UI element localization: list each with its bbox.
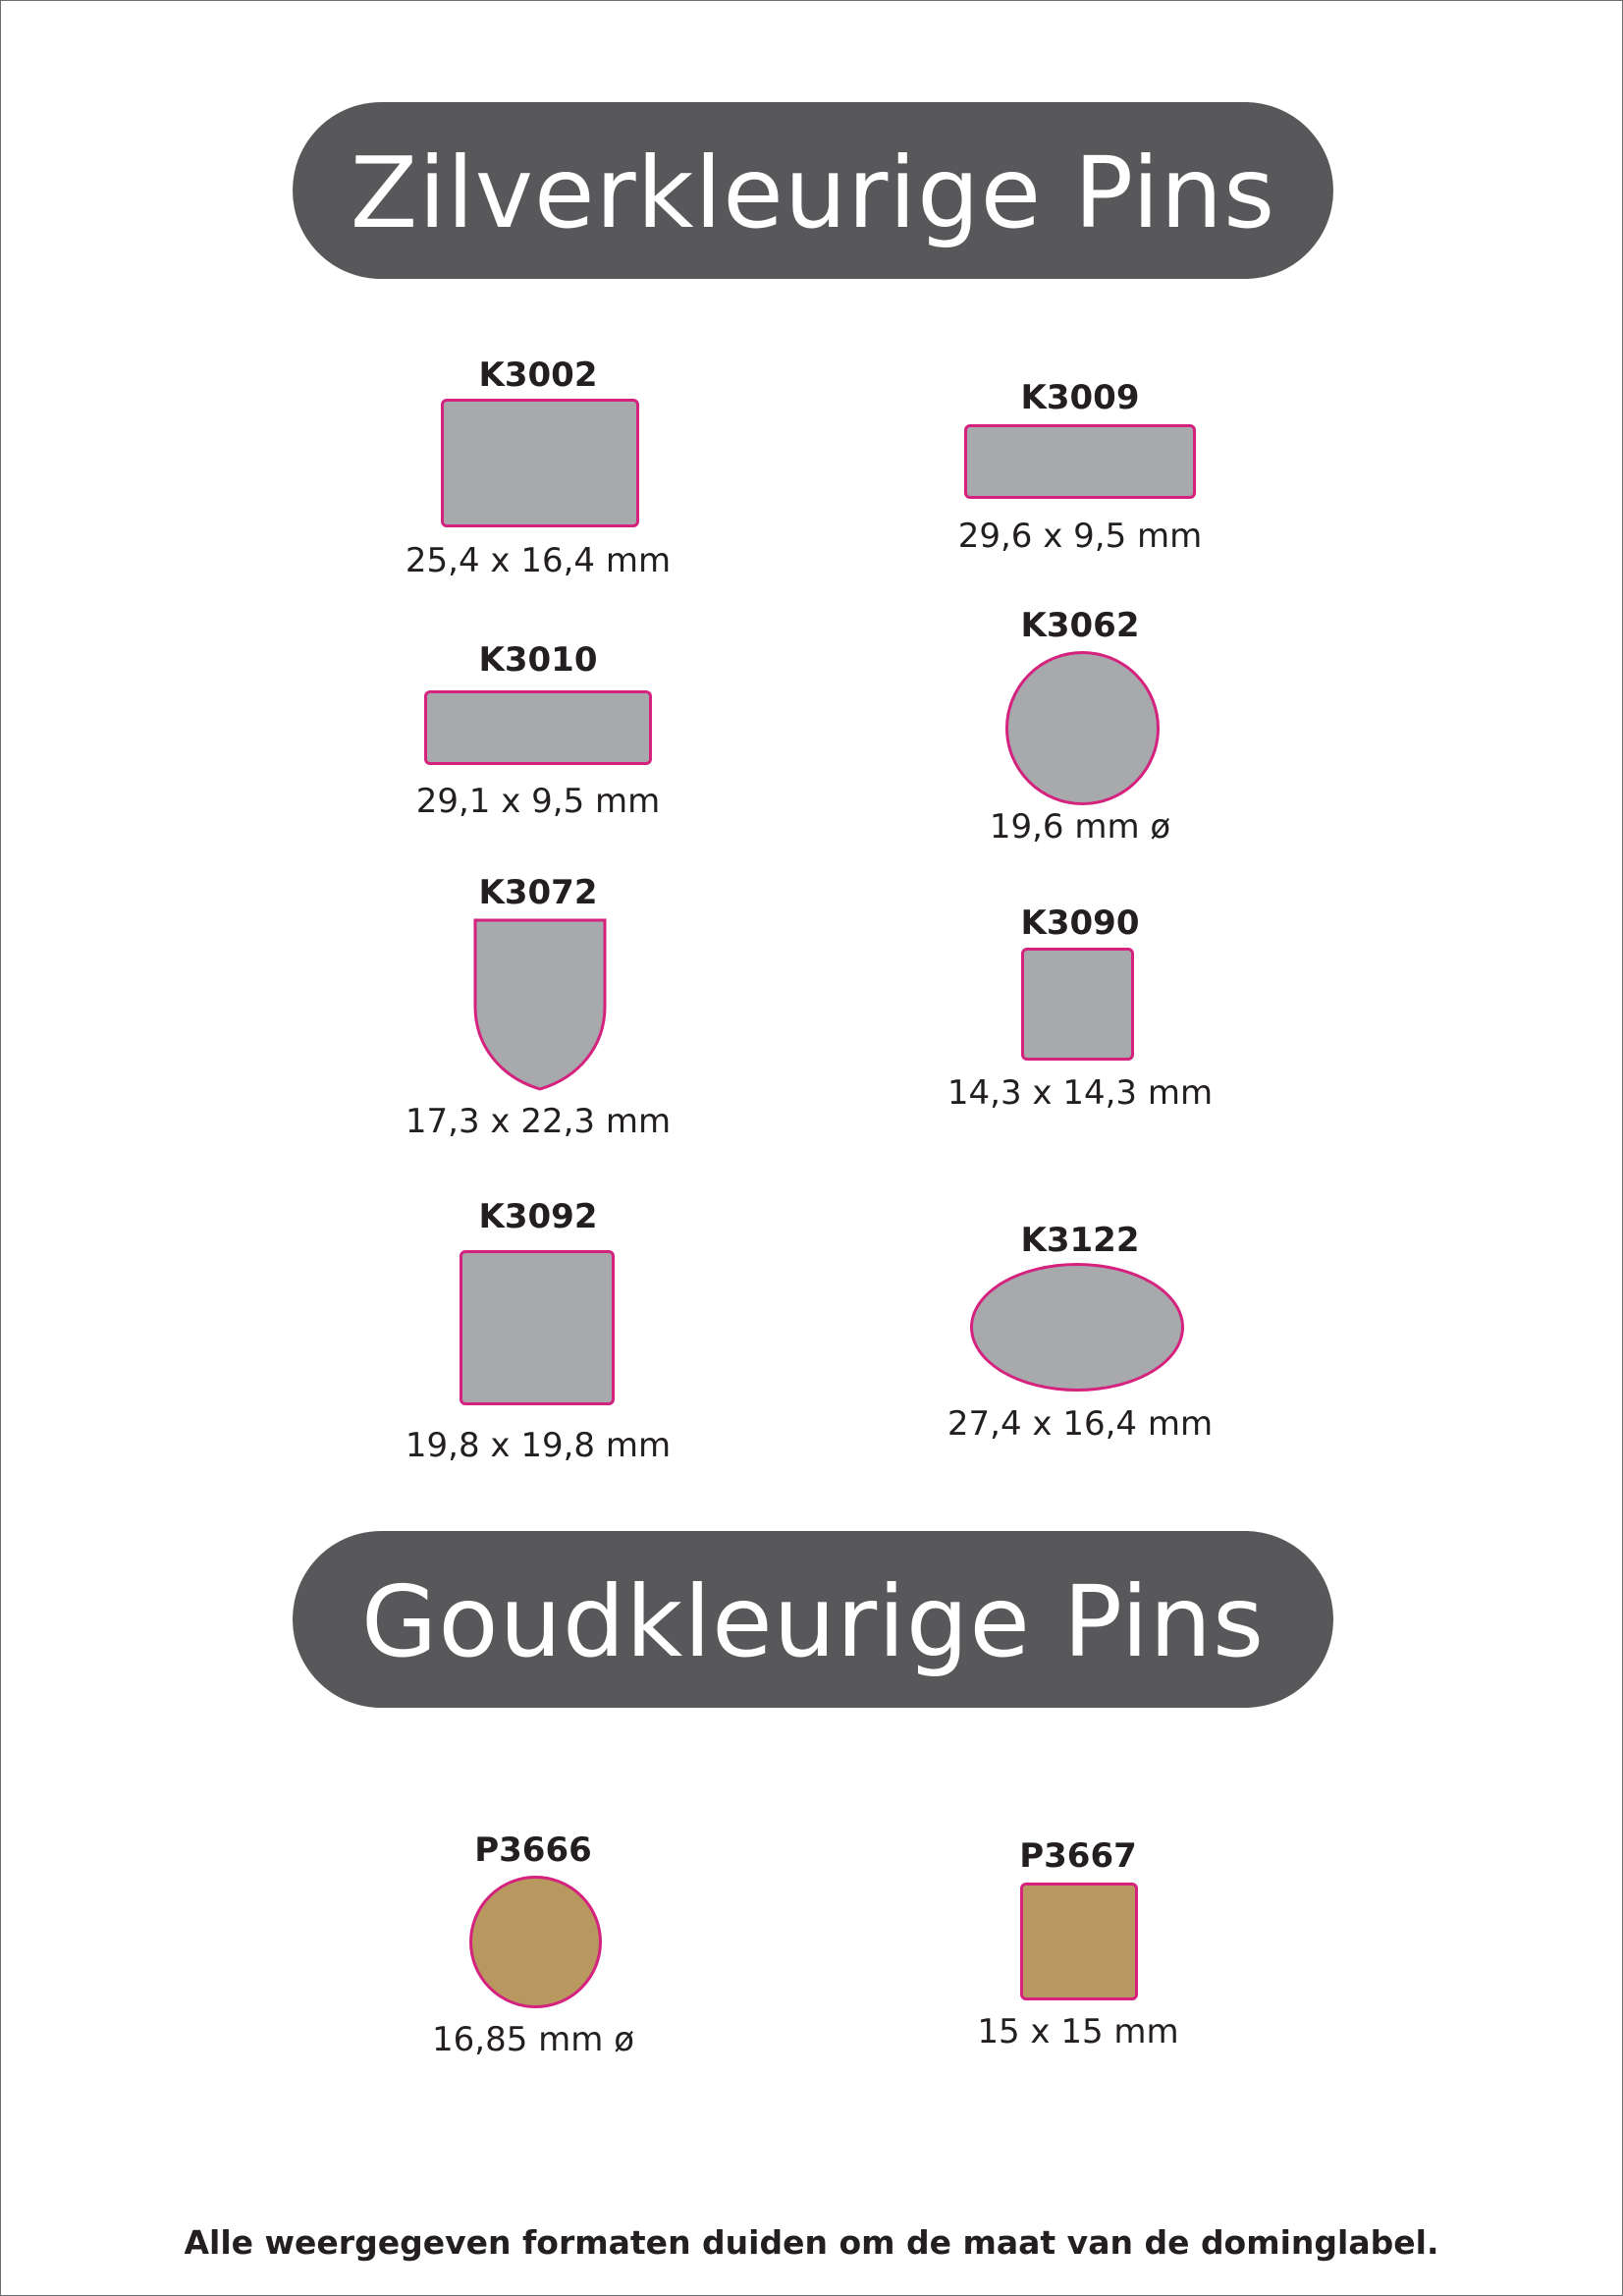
pin-shape-k3092 — [460, 1250, 615, 1405]
pin-code-k3010: K3010 — [478, 640, 598, 680]
pin-size-k3090: 14,3 x 14,3 mm — [947, 1073, 1214, 1113]
gold-section-banner — [293, 1531, 1333, 1708]
pin-size-p3667: 15 x 15 mm — [977, 2012, 1179, 2051]
pin-size-k3072: 17,3 x 22,3 mm — [405, 1102, 672, 1141]
pin-shape-k3090 — [1021, 948, 1134, 1061]
pin-code-k3062: K3062 — [1020, 606, 1140, 645]
silver-section-banner — [293, 102, 1333, 279]
pin-code-k3090: K3090 — [1020, 903, 1140, 943]
pin-size-k3010: 29,1 x 9,5 mm — [415, 782, 661, 821]
silver-section-title: Zilverkleurige Pins — [350, 135, 1276, 250]
pin-shape-k3009 — [964, 424, 1196, 499]
pin-code-k3002: K3002 — [478, 355, 598, 395]
footer-note: Alle weergegeven formaten duiden om de maat van de dominglabel. — [184, 2223, 1439, 2262]
pin-code-k3009: K3009 — [1020, 378, 1140, 417]
pin-code-k3092: K3092 — [478, 1197, 598, 1236]
pin-shape-p3666 — [469, 1876, 602, 2008]
pin-code-p3666: P3666 — [474, 1831, 592, 1870]
pin-shape-k3062 — [1005, 651, 1160, 805]
pin-code-p3667: P3667 — [1019, 1836, 1137, 1876]
pin-shape-k3072 — [471, 916, 609, 1093]
pin-shape-k3002 — [441, 399, 639, 527]
gold-section-title: Goudkleurige Pins — [360, 1563, 1266, 1679]
pin-size-k3122: 27,4 x 16,4 mm — [947, 1404, 1214, 1444]
pin-shape-p3667 — [1020, 1883, 1138, 2000]
pin-size-k3062: 19,6 mm ø — [989, 807, 1171, 847]
pin-size-k3009: 29,6 x 9,5 mm — [957, 517, 1203, 556]
pin-code-k3072: K3072 — [478, 873, 598, 912]
pin-size-k3002: 25,4 x 16,4 mm — [405, 541, 672, 580]
pin-shape-k3010 — [424, 690, 652, 765]
pin-size-p3666: 16,85 mm ø — [432, 2020, 634, 2059]
pin-shape-k3122 — [970, 1263, 1184, 1392]
pin-size-k3092: 19,8 x 19,8 mm — [405, 1426, 672, 1465]
pin-code-k3122: K3122 — [1020, 1221, 1140, 1260]
